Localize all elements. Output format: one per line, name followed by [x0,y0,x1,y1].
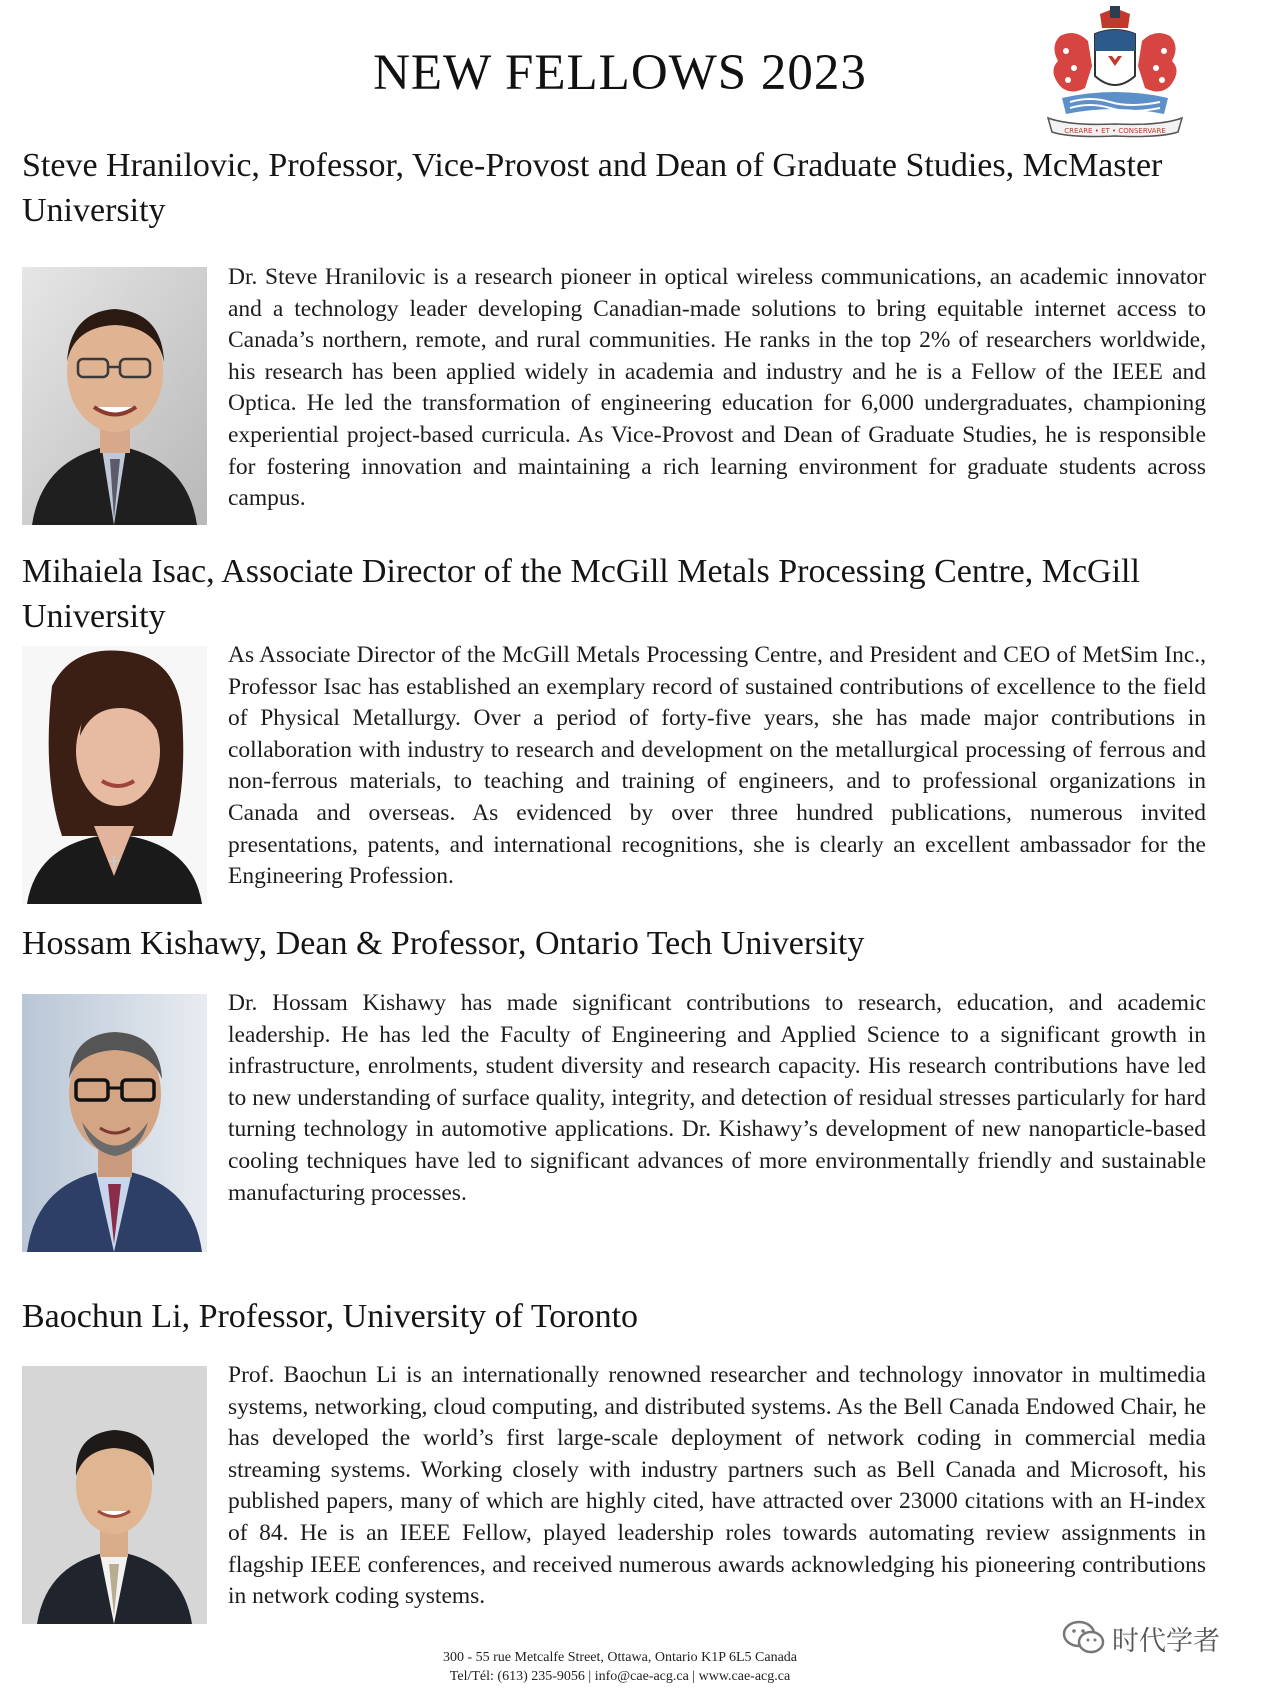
portrait-photo-hranilovic [22,267,207,525]
footer-contact: Tel/Tél: (613) 235-9056 | info@cae-acg.ca | www.cae-acg.ca [449,1669,791,1684]
fellow-bio-isac: As Associate Director of the McGill Metals Processing Centre, and President and CEO of MetSim Inc., Professor Isac has established an exemplary record of sustained contributions of excellence to the field of Physical Metallurgy. Over a period of forty-five years, she has made major contributions in collaboration with industry to research and development on the metallurgical processing of ferrous and non-ferrous materials, to teaching and training of engineers, and to professional organizations in Canada and overseas. As evidenced by over three hundred publications, numerous invited presentations, patents, and international recognitions, she is clearly an excellent ambassador for the Engineering Profession. [228,642,1206,890]
svg-text:CREARE • ET • CONSERVARE: CREARE • ET • CONSERVARE [1064,127,1166,135]
portrait-photo-kishawy [22,994,207,1252]
page-title: NEW FELLOWS 2023 [373,45,867,101]
crest-logo [1040,6,1190,146]
fellow-name-isac: Mihaiela Isac, Associate Director of the McGill Metals Processing Centre, McGill University [22,553,1140,635]
fellow-bio-hranilovic: Dr. Steve Hranilovic is a research pioneer in optical wireless communications, an academic innovator and a technology leader developing Canadian-made solutions to bring equitable internet access to Canada’s northern, remote, and rural communities. He ranks in the top 2% of researchers worldwide, his research has been applied widely in academia and industry and he is a Fellow of the IEEE and Optica. He led the transformation of engineering education for 6,000 undergraduates, championing experiential project-based curricula. As Vice-Provost and Dean of Graduate Studies, he is responsible for fostering innovation and maintaining a rich learning environment for graduate students across campus. [228,264,1206,512]
fellow-bio-li: Prof. Baochun Li is an internationally renowned researcher and technology innovator in multimedia systems, networking, cloud computing, and distributed systems. As the Bell Canada Endowed Chair, he has developed the world’s first large-scale deployment of network coding in commercial media streaming systems. Working closely with industry partners such as Bell Canada and Microsoft, his published papers, many of which are highly cited, have attracted over 23000 citations with an H-index of 84. He is an IEEE Fellow, played leadership roles towards automating review assignments in flagship IEEE conferences, and received numerous awards acknowledging his pioneering contributions in network coding systems. [228,1362,1206,1610]
watermark [1062,1620,1220,1656]
portrait-photo-li [22,1366,207,1624]
fellow-name-li: Baochun Li, Professor, University of Toronto [22,1298,639,1335]
wechat-icon [1062,1620,1106,1656]
fellow-name-kishawy: Hossam Kishawy, Dean & Professor, Ontario Tech University [22,925,865,962]
portrait-photo-isac [22,646,207,904]
footer-address: 300 - 55 rue Metcalfe Street, Ottawa, Ontario K1P 6L5 Canada [442,1650,798,1665]
fellow-name-hranilovic: Steve Hranilovic, Professor, Vice-Provost and Dean of Graduate Studies, McMaster University [22,147,1163,229]
fellow-bio-kishawy: Dr. Hossam Kishawy has made significant contributions to research, education, and academic leadership. He has led the Faculty of Engineering and Applied Science to a significant growth in infrastructure, enrolments, student diversity and research capacity. His research contributions have led to new understanding of surface quality, integrity, and detection of residual stresses particularly for hard turning technology in automotive applications. Dr. Kishawy’s development of new nanoparticle-based cooling techniques have led to significant advances of more environmentally friendly and sustainable manufacturing processes. [228,990,1206,1206]
watermark-text: 时代学者 [1112,1625,1220,1657]
